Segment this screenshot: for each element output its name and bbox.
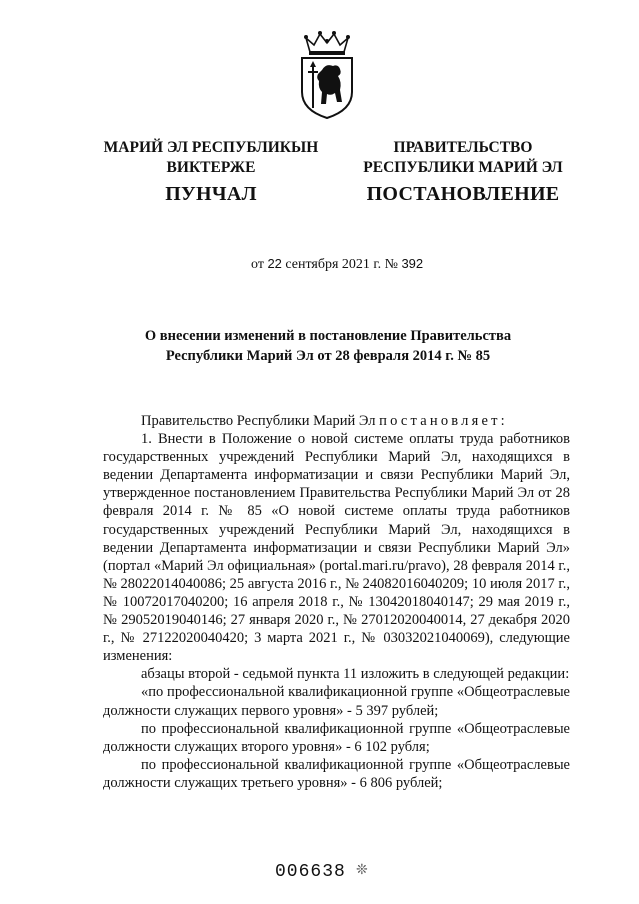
paragraph-group-level-2: по профессиональной квалификационной группе «Общеотраслевые должности служащих второго уровня» - 6 102 рубля; xyxy=(103,720,570,755)
document-number: 392 xyxy=(401,256,424,271)
intro-verb: постановляет: xyxy=(379,413,508,429)
paragraph-group-level-3: по профессиональной квалификационной группе «Общеотраслевые должности служащих третьего уровня» - 6 806 рублей; xyxy=(103,756,570,791)
intro-paragraph xyxy=(103,412,570,430)
date-day: 22 xyxy=(267,256,282,271)
header-right-block xyxy=(352,138,574,204)
form-serial-number: 006638 xyxy=(275,862,346,882)
footer-ornament-icon: ❊ xyxy=(356,863,368,878)
header-right-title: ПОСТАНОВЛЕНИЕ xyxy=(366,183,560,205)
header-left-line1: МАРИЙ ЭЛ РЕСПУБЛИКЫН xyxy=(103,139,319,156)
paragraph-group-level-1: «по профессиональной квалификационной группе «Общеотраслевые должности служащих первого уровня» - 5 397 рублей; xyxy=(103,684,570,719)
item-1-paragraph: 1. Внести в Положение о новой системе оплаты труда работников государственных учреждений Республики Марий Эл, находящихся в ведении Департамента информатизации и связи Республики Марий Эл, утвержденное постановлением Правительства Республики Марий Эл от 28 февраля 2014 г. № 85 «О новой системе оплаты труда работников государственных учреждений Республики Марий Эл, находящихся в ведении Департамента информатизации и связи Республики Марий Эл» (портал «Марий Эл официальная» (portal.mari.ru/pravo), 28 февраля 2014 г., № 28022014040086; 25 августа 2016 г., № 24082016040209; 10 июля 2017 г., № 10072017040200; 16 апреля 2018 г., № 13042018040147; 29 мая 2019 г., № 29052019040146; 27 января 2020 г., № 27012020040014, 27 декабря 2020 г., № 27122020040420; 3 марта 2021 г., № 03032021040069), следующие изменения: xyxy=(103,431,570,665)
header-right-line2: РЕСПУБЛИКИ МАРИЙ ЭЛ xyxy=(363,159,563,176)
document-title-line1: О внесении изменений в постановление Правительства xyxy=(144,328,512,344)
document-dateline xyxy=(251,256,423,273)
header-left-line2: ВИКТЕРЖЕ xyxy=(166,159,256,176)
document-title xyxy=(120,326,536,366)
header-left-block xyxy=(92,138,330,204)
header-left-title: ПУНЧАЛ xyxy=(165,183,257,205)
header-right-line1: ПРАВИТЕЛЬСТВО xyxy=(393,139,533,156)
coat-of-arms-emblem xyxy=(296,30,358,120)
paragraph-amendment-intro: абзацы второй - седьмой пункта 11 изложить в следующей редакции: xyxy=(141,666,570,683)
date-prefix: от xyxy=(251,257,264,272)
document-body xyxy=(103,412,570,792)
intro-text: Правительство Республики Марий Эл xyxy=(141,413,376,429)
date-month-year: сентября 2021 г. № xyxy=(285,257,398,272)
document-title-line2: Республики Марий Эл от 28 февраля 2014 г. № 85 xyxy=(165,348,491,364)
